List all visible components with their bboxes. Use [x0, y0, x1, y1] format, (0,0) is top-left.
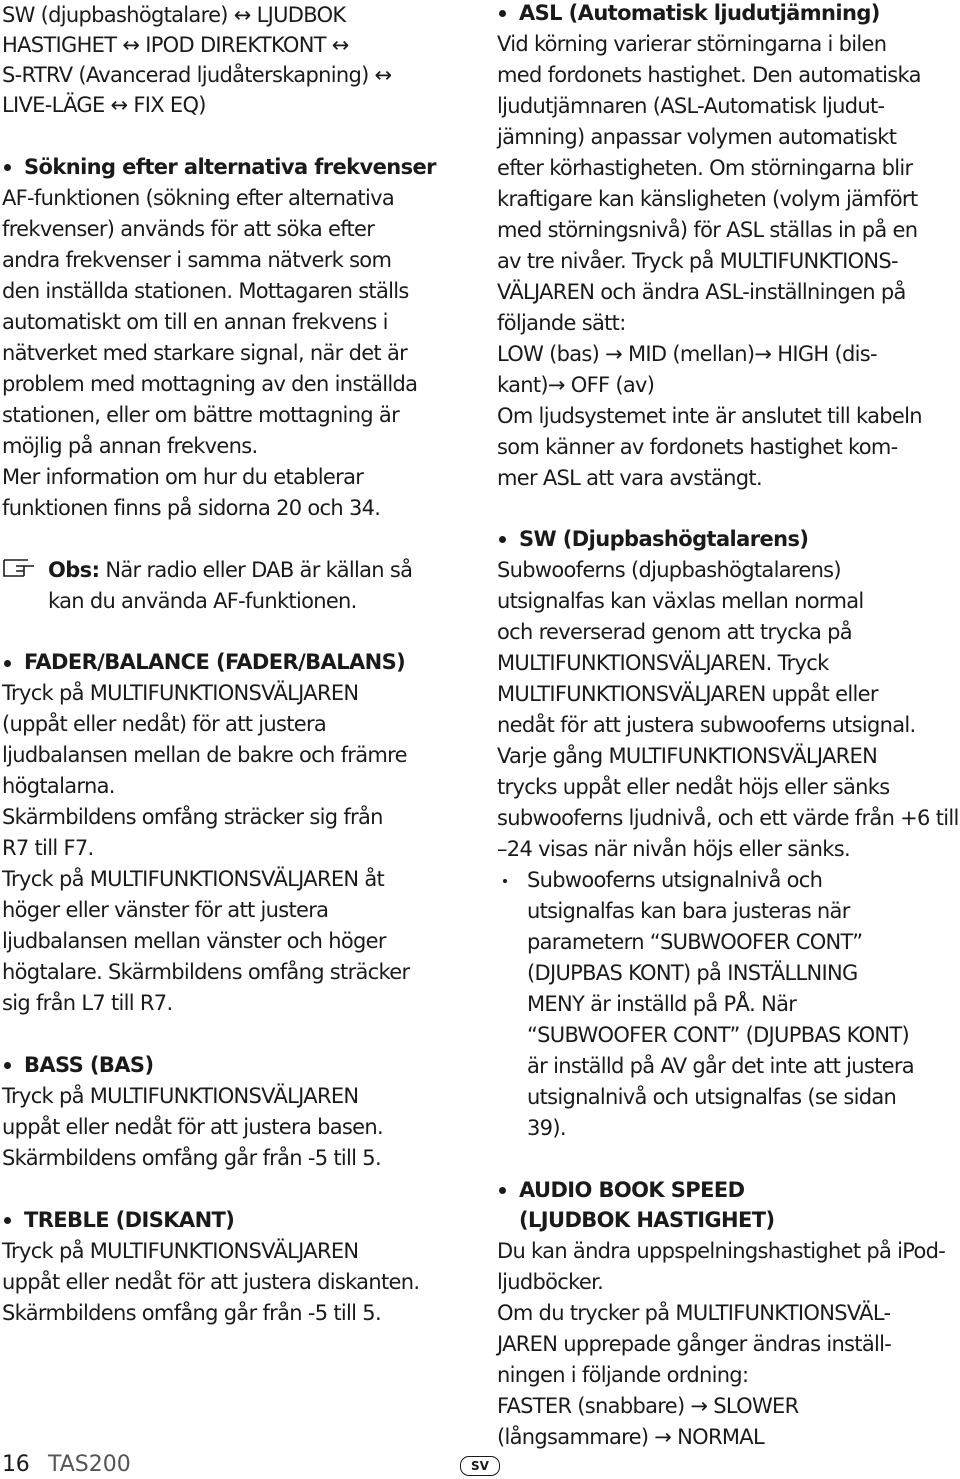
asl-line: efter körhastigheten. Om störningarna blir [497, 156, 913, 180]
asl-line: med fordonets hastighet. Den automatiska [497, 63, 921, 87]
note-line: När radio eller DAB är källan så [105, 558, 413, 582]
fader-line: sig från L7 till R7. [2, 991, 173, 1015]
asl-heading: ASL (Automatisk ljudutjämning) [519, 1, 880, 25]
sw-line: MULTIFUNKTIONSVÄLJAREN uppåt eller [497, 682, 878, 706]
sw-line: Subwooferns (djupbashögtalarens) [497, 558, 841, 582]
af-heading: Sökning efter alternativa frekvenser [24, 155, 436, 179]
note-label: Obs: [48, 558, 100, 582]
treble-line: Tryck på MULTIFUNKTIONSVÄLJAREN [2, 1239, 359, 1263]
sw-sub-line: (DJUPBAS KONT) på INSTÄLLNING [527, 961, 858, 985]
sw-line: Varje gång MULTIFUNKTIONSVÄLJAREN [497, 744, 878, 768]
abs-heading-2: (LJUDBOK HASTIGHET) [519, 1208, 775, 1232]
asl-line: VÄLJAREN och ändra ASL-inställningen på [497, 280, 906, 304]
sw-sub-line: är inställd på AV går det inte att justera [527, 1054, 914, 1078]
page-number: 16 [2, 1452, 30, 1477]
bullet-icon [4, 1217, 11, 1224]
asl-line: följande sätt: [497, 311, 626, 335]
fader-line: ljudbalansen mellan vänster och höger [2, 929, 386, 953]
sw-sub-line: utsignalnivå och utsignalfas (se sidan [527, 1085, 897, 1109]
fader-line: högtalarna. [2, 774, 115, 798]
asl-line: LOW (bas) → MID (mellan)→ HIGH (dis- [497, 342, 877, 366]
sw-line: trycks uppåt eller nedåt höjs eller sänks [497, 775, 890, 799]
sw-heading: SW (Djupbashögtalarens) [519, 527, 809, 551]
fader-line: (uppåt eller nedåt) för att justera [2, 712, 327, 736]
sw-sub-line: utsignalfas kan bara justeras när [527, 899, 850, 923]
af-line: problem med mottagning av den inställda [2, 372, 418, 396]
sw-line: subwooferns ljudnivå, och ett värde från +6 till [497, 806, 959, 830]
bass-line: Skärmbildens omfång går från -5 till 5. [2, 1146, 381, 1170]
asl-line: jämning) anpassar volymen automatiskt [497, 125, 897, 149]
abs-line: JAREN upprepade gånger ändras inställ- [497, 1332, 892, 1356]
bullet-icon [4, 164, 11, 171]
af-line: Mer information om hur du etablerar [2, 465, 364, 489]
bullet-icon [4, 1062, 11, 1069]
sub-bullet-icon [503, 879, 507, 883]
intro-line: HASTIGHET ↔ IPOD DIREKTKONT ↔ [2, 33, 349, 57]
abs-line: ljudböcker. [497, 1270, 604, 1294]
fader-line: Tryck på MULTIFUNKTIONSVÄLJAREN åt [2, 867, 385, 891]
asl-line: kant)→ OFF (av) [497, 373, 655, 397]
fader-line: ljudbalansen mellan de bakre och främre [2, 743, 407, 767]
asl-line: mer ASL att vara avstängt. [497, 466, 762, 490]
af-line: nätverket med starkare signal, när det är [2, 341, 408, 365]
fader-line: högtalare. Skärmbildens omfång sträcker [2, 960, 410, 984]
af-line: automatiskt om till en annan frekvens i [2, 310, 388, 334]
bass-line: Tryck på MULTIFUNKTIONSVÄLJAREN [2, 1084, 359, 1108]
sw-line: utsignalfas kan växlas mellan normal [497, 589, 864, 613]
af-line: funktionen finns på sidorna 20 och 34. [2, 496, 381, 520]
abs-heading: AUDIO BOOK SPEED [519, 1178, 745, 1202]
fader-line: Skärmbildens omfång sträcker sig från [2, 805, 383, 829]
asl-line: Om ljudsystemet inte är anslutet till kabeln [497, 404, 922, 428]
sw-sub-line: MENY är inställd på PÅ. När [527, 992, 797, 1016]
asl-line: med störningsnivå) för ASL ställas in på en [497, 218, 918, 242]
fader-line: R7 till F7. [2, 836, 94, 860]
af-line: stationen, eller om bättre mottagning är [2, 403, 400, 427]
af-line: den inställda stationen. Mottagaren ställs [2, 279, 409, 303]
intro-line: S-RTRV (Avancerad ljudåterskapning) ↔ [2, 63, 392, 87]
bullet-icon [499, 1187, 506, 1194]
doc-title: TAS200 [48, 1452, 131, 1477]
bullet-icon [4, 660, 11, 667]
asl-line: av tre nivåer. Tryck på MULTIFUNKTIONS- [497, 249, 898, 273]
sw-sub-line: “SUBWOOFER CONT” (DJUPBAS KONT) [527, 1023, 910, 1047]
abs-line: Om du trycker på MULTIFUNKTIONSVÄL- [497, 1301, 891, 1325]
abs-line: Du kan ändra uppspelningshastighet på iPod- [497, 1239, 946, 1263]
sw-line: MULTIFUNKTIONSVÄLJAREN. Tryck [497, 651, 829, 675]
note-text-1 [48, 555, 412, 585]
abs-line: ningen i följande ordning: [497, 1363, 749, 1387]
asl-line: som känner av fordonets hastighet kom- [497, 435, 898, 459]
fader-heading: FADER/BALANCE (FADER/BALANS) [24, 650, 406, 674]
fader-line: Tryck på MULTIFUNKTIONSVÄLJAREN [2, 681, 359, 705]
abs-line: (långsammare) → NORMAL [497, 1425, 764, 1449]
asl-line: ljudutjämnaren (ASL-Automatisk ljudut- [497, 94, 885, 118]
treble-line: uppåt eller nedåt för att justera diskanten. [2, 1270, 420, 1294]
bullet-icon [499, 10, 506, 17]
af-line: andra frekvenser i samma nätverk som [2, 248, 392, 272]
intro-line: LIVE-LÄGE ↔ FIX EQ) [2, 93, 206, 117]
treble-heading: TREBLE (DISKANT) [24, 1208, 235, 1232]
sw-line: och reverserad genom att trycka på [497, 620, 852, 644]
sw-sub-line: 39). [527, 1116, 566, 1140]
asl-line: Vid körning varierar störningarna i bilen [497, 32, 887, 56]
bass-heading: BASS (BAS) [24, 1053, 154, 1077]
fader-line: höger eller vänster för att justera [2, 898, 329, 922]
af-line: möjlig på annan frekvens. [2, 434, 258, 458]
treble-line: Skärmbildens omfång går från -5 till 5. [2, 1301, 381, 1325]
sw-sub-line: Subwooferns utsignalnivå och [527, 868, 823, 892]
language-badge: SV [460, 1456, 500, 1476]
intro-line: SW (djupbashögtalare) ↔ LJUDBOK [2, 3, 346, 27]
af-line: frekvenser) används för att söka efter [2, 217, 375, 241]
sw-sub-line: parametern “SUBWOOFER CONT” [527, 930, 863, 954]
sw-line: nedåt för att justera subwooferns utsignal. [497, 713, 916, 737]
af-line: AF-funktionen (sökning efter alternativa [2, 186, 395, 210]
bass-line: uppåt eller nedåt för att justera basen. [2, 1115, 383, 1139]
pointing-hand-icon [2, 556, 38, 580]
sw-line: –24 visas när nivån höjs eller sänks. [497, 837, 850, 861]
bullet-icon [499, 536, 506, 543]
note-line: kan du använda AF-funktionen. [48, 589, 357, 613]
abs-line: FASTER (snabbare) → SLOWER [497, 1394, 799, 1418]
asl-line: kraftigare kan känsligheten (volym jämfört [497, 187, 918, 211]
